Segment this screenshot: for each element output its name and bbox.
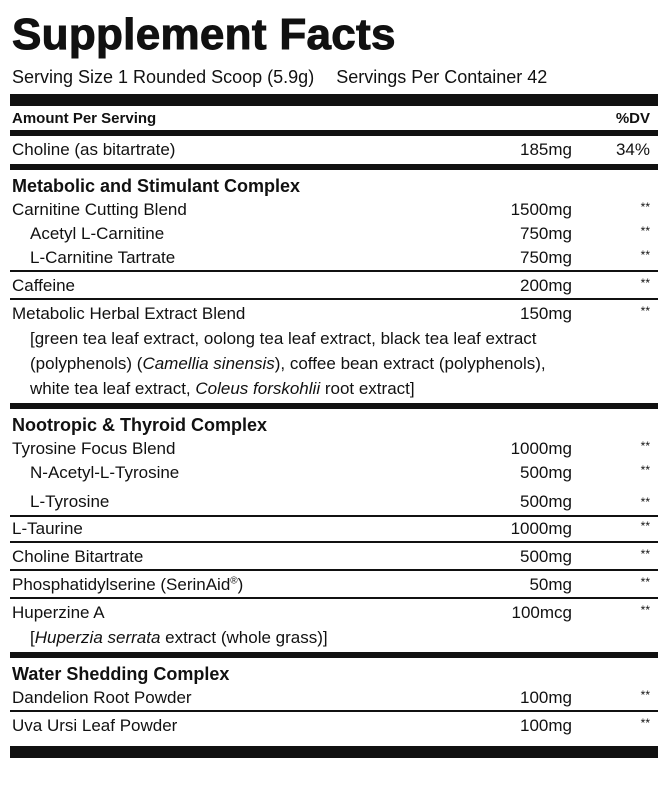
- servings-per-container: Servings Per Container 42: [336, 67, 548, 87]
- ingredient-name: L-Taurine: [12, 519, 83, 538]
- nutrient-dv: 34%: [615, 140, 650, 159]
- ingredient-dv: **: [640, 248, 650, 262]
- nutrient-amount: 185mg: [520, 140, 572, 159]
- ingredient-amount: 500mg: [520, 463, 572, 482]
- ingredient-row: [12, 437, 656, 461]
- ingredient-amount: 100mcg: [511, 603, 572, 622]
- ingredient-dv: **: [640, 463, 650, 477]
- ingredient-row: [12, 714, 656, 738]
- ingredient-dv: **: [640, 276, 650, 290]
- ingredient-amount: 750mg: [520, 248, 572, 267]
- ingredient-name: L-Tyrosine: [30, 492, 110, 511]
- ingredient-name: Carnitine Cutting Blend: [12, 200, 187, 219]
- ingredient-dv: **: [640, 224, 650, 238]
- ingredient-name: Tyrosine Focus Blend: [12, 439, 176, 458]
- ingredient-row: [12, 274, 656, 298]
- ingredient-amount: 200mg: [520, 276, 572, 295]
- ingredient-amount: 1000mg: [510, 439, 572, 458]
- dv-header: %DV: [615, 110, 650, 127]
- ingredient-dv: **: [640, 603, 650, 617]
- ingredient-name: Huperzine A: [12, 603, 105, 622]
- divider-thick: [10, 94, 658, 106]
- ingredient-row: [12, 601, 656, 625]
- column-header: [12, 108, 656, 130]
- ingredient-dv: **: [640, 716, 650, 730]
- ingredient-row: [12, 517, 656, 541]
- ingredient-amount: 100mg: [520, 716, 572, 735]
- ingredient-dv: **: [640, 519, 650, 533]
- ingredient-amount: 1500mg: [510, 200, 572, 219]
- ingredient-name: Uva Ursi Leaf Powder: [12, 716, 178, 735]
- ingredient-dv: **: [640, 688, 650, 702]
- ingredient-row: [12, 686, 656, 710]
- ingredient-amount: 150mg: [520, 304, 572, 323]
- ingredient-name: Choline Bitartrate: [12, 547, 144, 566]
- ingredient-row: [12, 461, 656, 485]
- huperzine-description: [Huperzia serrata extract (whole grass)]: [30, 628, 328, 647]
- ingredient-name: Acetyl L-Carnitine: [30, 224, 165, 243]
- ingredient-name: Dandelion Root Powder: [12, 688, 192, 707]
- label-title: Supplement Facts: [12, 10, 396, 59]
- ingredient-dv: **: [640, 547, 650, 561]
- ingredient-name: N-Acetyl-L-Tyrosine: [30, 463, 180, 482]
- ingredient-row: [12, 545, 656, 569]
- section-title-nootropic: Nootropic & Thyroid Complex: [12, 415, 268, 435]
- ingredient-dv: **: [640, 495, 650, 509]
- ingredient-name: Metabolic Herbal Extract Blend: [12, 304, 246, 323]
- ingredient-amount: 750mg: [520, 224, 572, 243]
- section-title-metabolic: Metabolic and Stimulant Complex: [12, 176, 301, 196]
- ingredient-dv: **: [640, 304, 650, 318]
- ingredient-row: [12, 302, 656, 326]
- nutrient-name: Choline (as bitartrate): [12, 140, 176, 159]
- ingredient-name: L-Carnitine Tartrate: [30, 248, 176, 267]
- ingredient-amount: 500mg: [520, 547, 572, 566]
- ingredient-amount: 1000mg: [510, 519, 572, 538]
- ingredient-row: [12, 485, 656, 513]
- amount-per-serving-header: Amount Per Serving: [12, 110, 157, 127]
- ingredient-dv: **: [640, 200, 650, 214]
- supplement-facts-label: [0, 10, 668, 810]
- herbal-blend-description: [green tea leaf extract, oolong tea leaf extract, black tea leaf extract (polyphenols) (Camellia sinensis), coffee bean extract (polyphenols), white tea leaf extract, Coleus forskohlii root extract]: [30, 329, 546, 398]
- nutrient-row: [12, 138, 656, 162]
- ingredient-amount: 50mg: [529, 575, 572, 594]
- registered-mark: ®: [230, 575, 238, 587]
- section-title-water: Water Shedding Complex: [12, 664, 230, 684]
- ingredient-row: [12, 573, 656, 597]
- serving-info: [12, 66, 656, 88]
- ingredient-dv: **: [640, 439, 650, 453]
- ingredient-name: Caffeine: [12, 276, 76, 295]
- ingredient-amount: 500mg: [520, 492, 572, 511]
- serving-size: Serving Size 1 Rounded Scoop (5.9g): [12, 67, 315, 87]
- ingredient-row: [12, 198, 656, 222]
- ingredient-amount: 100mg: [520, 688, 572, 707]
- divider-thick-bottom: [10, 746, 658, 758]
- ingredient-row: [12, 222, 656, 246]
- ingredient-row: [12, 246, 656, 270]
- ingredient-dv: **: [640, 575, 650, 589]
- ingredient-name: Phosphatidylserine (SerinAid®): [12, 575, 244, 594]
